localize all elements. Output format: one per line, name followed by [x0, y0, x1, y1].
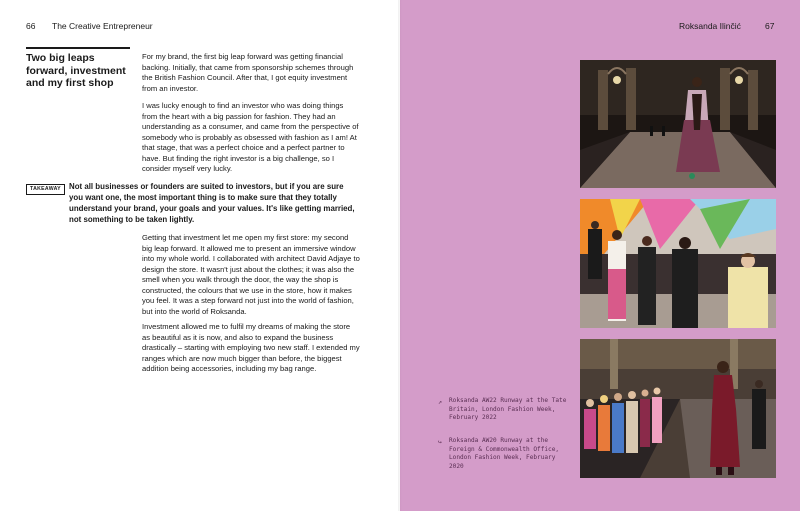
takeaway-text: Not all businesses or founders are suited to investors, but if you are sure you want one, the most important thing is to make sure that they totally understand your brand, your goals and your values. It's like getting married, not something to be taken lightly.: [69, 182, 355, 224]
caption-aw20: Roksanda AW20 Runway at the Foreign & Commonwealth Office, London Fashion Week, February 2020: [449, 437, 560, 470]
runway-photo-foreign-office: [580, 339, 776, 478]
arrow-right-icon: ↪: [438, 438, 442, 446]
runway-photo-colourful-set: [580, 199, 776, 328]
body-paragraph-4: Investment allowed me to fulfil my dreams of making the store as beautiful as it is now, and also to expand the business drastically – starting with employing two new staff. I extended my ranges which are now much bigger than before, the biggest addition being accessories, including my bag range.: [142, 322, 360, 373]
section-heading: Two big leaps forward, investment and my first shop: [26, 52, 126, 89]
page-number-right: 67: [765, 21, 775, 31]
body-paragraph-3: Getting that investment let me open my first store: my second big leap forward. It allowed me to present an immersive window into my whole world. I collaborated with architect David Adjaye to design the store. It wasn't just about the clothes; it was also the smell when you walk through the door, the way the shop is constructed, the colours that we use in the store, how it makes you feel. It was a step forward not just into the world of fashion, but into the world of Roksanda.: [142, 233, 360, 316]
takeaway-label: TAKEAWAY: [26, 184, 65, 195]
page-number-left: 66: [26, 21, 36, 31]
caption-aw22: Roksanda AW22 Runway at the Tate Britain, London Fashion Week, February 2022: [449, 397, 567, 422]
arrow-up-right-icon: ↗: [438, 398, 442, 406]
running-title-left: The Creative Entrepreneur: [52, 21, 153, 31]
running-title-right: Roksanda Ilinčić: [679, 21, 741, 31]
body-paragraph-1: For my brand, the first big leap forward was getting financial backing. Initially, that came from sponsorship schemes through the British Fashion Council. After that, I got equity investment from an investor.: [142, 52, 354, 93]
section-rule: [26, 47, 130, 49]
runway-photo-tate-britain: [580, 60, 776, 188]
page-gutter: [398, 0, 402, 511]
body-paragraph-2: I was lucky enough to find an investor who was doing things from the heart with a big passion for fashion. They had an understanding as a consumer, and came from the perspective of somebody who is probably as obsessed with fashion as I am! At that stage, that was a perfect choice and a perfect partner to have. But finding the right investor is a big challenge, so I consider myself very lucky.: [142, 101, 359, 173]
